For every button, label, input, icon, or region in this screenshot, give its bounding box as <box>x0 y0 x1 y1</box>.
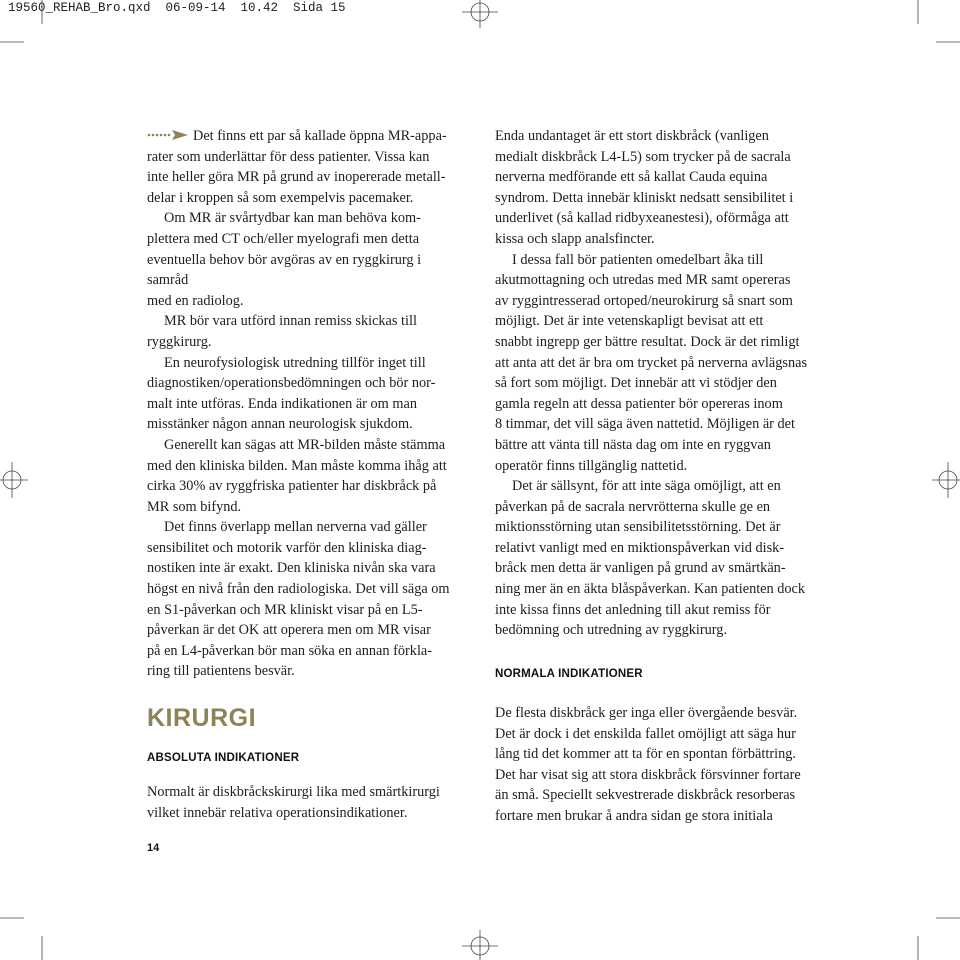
text-line: vilket innebär relativa operationsindikationer. <box>147 804 408 821</box>
text-line: med en radiolog. <box>147 292 244 309</box>
text-line: på en L4-påverkan bör man söka en annan förkla- <box>147 642 433 659</box>
paragraph-neurofysiologi <box>147 353 463 435</box>
text-line: att anta att det är bra om trycket på nerverna avlägsnas <box>495 354 808 371</box>
normal-indications-heading: NORMALA INDIKATIONER <box>495 668 643 680</box>
right-column-text <box>495 126 813 641</box>
text-line: delar i kroppen så som exempelvis pacemaker. <box>147 189 414 206</box>
text-line: MR bör vara utförd innan remiss skickas till <box>164 313 417 330</box>
text-line: diagnostiken/operationsbedömningen och bör nor- <box>147 375 436 392</box>
paragraph-flesta-diskbrack <box>495 703 813 827</box>
text-line: ning mer än en äkta blåspåverkan. Kan patienten dock <box>495 581 806 598</box>
text-line: ryggkirurg. <box>147 333 212 350</box>
print-slug-line: 19560_REHAB_Bro.qxd 06-09-14 10.42 Sida 15 <box>8 1 346 15</box>
dotted-arrow-icon <box>147 129 189 141</box>
text-line: Enda undantaget är ett stort diskbråck (vanligen <box>495 128 769 144</box>
text-line: inte kissa finns det anledning till akut remiss för <box>495 601 771 618</box>
text-line: fortare men brukar å andra sidan ge stora initiala <box>495 807 773 824</box>
text-line: medialt diskbråck L4-L5) som trycker på de sacrala <box>495 148 791 165</box>
text-line: eventuella behov bör avgöras av en ryggkirurg i samråd <box>147 251 422 289</box>
text-line: än små. Speciellt sekvestrerade diskbråck resorberas <box>495 787 796 804</box>
paragraph-miktion <box>495 476 813 641</box>
text-line: sensibilitet och motorik varför den kliniska diag- <box>147 539 427 556</box>
text-line: lång tid det kommer att ta för en spontan förbättring. <box>495 746 796 763</box>
text-line: misstänker någon annan neurologisk sjukdom. <box>147 416 413 433</box>
text-line: plettera med CT och/eller myelografi men detta <box>147 230 420 247</box>
text-line: gamla regeln att dessa patienter bör opereras inom <box>495 395 783 412</box>
text-line: malt inte utföras. Enda indikationen är om man <box>147 395 417 412</box>
text-line: syndrom. Detta innebär kliniskt nedsatt sensibilitet i <box>495 189 794 206</box>
text-line: Det är sällsynt, för att inte säga omöjligt, att en <box>512 478 781 495</box>
text-line: påverkan är det OK att operera men om MR visar <box>147 622 431 639</box>
absolute-indications-heading: ABSOLUTA INDIKATIONER <box>147 752 300 764</box>
text-line: 8 timmar, det vill säga även nattetid. Möjligen är det <box>495 416 795 433</box>
text-line: akutmottagning och utredas med MR samt opereras <box>495 272 791 289</box>
text-line: Det finns ett par så kallade öppna MR-appa- <box>193 128 447 144</box>
text-line: snabbt ingrepp ger bättre resultat. Dock är det rimligt <box>495 333 800 350</box>
text-line: kissa och slapp analsfincter. <box>495 230 655 247</box>
text-line: relativt vanligt med en miktionspåverkan vid disk- <box>495 539 785 556</box>
text-line: bråck men detta är vanligen på grund av smärtkän- <box>495 560 786 577</box>
text-line: miktionsstörning utan sensibilitetsstörning. Det är <box>495 519 781 536</box>
text-line: De flesta diskbråck ger inga eller övergående besvär. <box>495 705 798 721</box>
text-line: rater som underlättar för dess patienter. Vissa kan <box>147 148 430 165</box>
section-title: KIRURGI <box>147 704 257 732</box>
page-number: 14 <box>147 842 160 854</box>
text-line: så fort som möjligt. Det innebär att vi stödjer den <box>495 375 777 392</box>
text-line: cirka 30% av ryggfriska patienter har diskbråck på <box>147 478 437 495</box>
absolute-indications-text <box>147 782 463 823</box>
text-line: En neurofysiologisk utredning tillför inget till <box>164 354 426 371</box>
text-line: Generellt kan sägas att MR-bilden måste stämma <box>164 436 446 453</box>
text-line: underlivet (så kallad ridbyxeanestesi), oförmåga att <box>495 210 789 227</box>
text-line: en S1-påverkan och MR kliniskt visar på en L5- <box>147 601 423 618</box>
paragraph-open-mr <box>147 126 463 208</box>
text-line: möjligt. Det är inte vetenskapligt bevisat att ett <box>495 313 764 330</box>
text-line: ring till patientens besvär. <box>147 663 295 680</box>
text-line: operatör finns tillgänglig nattetid. <box>495 457 688 474</box>
text-line: Det har visat sig att stora diskbråck försvinner fortare <box>495 766 801 783</box>
paragraph-smartkirurgi <box>147 782 463 823</box>
left-column-text <box>147 126 463 682</box>
text-line: bättre att vänta till nästa dag om inte en ryggvan <box>495 436 771 453</box>
normal-indications-text <box>495 703 813 827</box>
text-line: Det är dock i det enskilda fallet omöjligt att säga hur <box>495 725 796 742</box>
paragraph-akutmottagning <box>495 250 813 477</box>
text-line: påverkan på de sacrala nervrötterna skulle ge en <box>495 498 771 515</box>
text-line: inte heller göra MR på grund av inopererade metall- <box>147 169 446 186</box>
text-line: med den kliniska bilden. Man måste komma ihåg att <box>147 457 447 474</box>
text-line: Om MR är svårtydbar kan man behöva kom- <box>164 210 421 227</box>
text-line: bedömning och utredning av ryggkirurg. <box>495 622 728 639</box>
text-line: Det finns överlapp mellan nerverna vad gäller <box>164 519 427 536</box>
text-line: nerverna medförande ett så kallat Cauda equina <box>495 169 768 186</box>
paragraph-ct-myelografi <box>147 208 463 311</box>
text-line: Normalt är diskbråckskirurgi lika med smärtkirurgi <box>147 784 440 800</box>
text-line: nostiken inte är exakt. Den kliniska nivån ska vara <box>147 560 436 577</box>
paragraph-cauda-equina <box>495 126 813 250</box>
text-line: av ryggintresserad ortoped/neurokirurg så snart som <box>495 292 793 309</box>
paragraph-mr-bild <box>147 435 463 517</box>
paragraph-mr-remiss <box>147 311 463 352</box>
text-line: MR som bifynd. <box>147 498 242 515</box>
text-line: I dessa fall bör patienten omedelbart åka till <box>512 251 764 268</box>
text-line: högst en nivå från den radiologiska. Det vill säga om <box>147 581 450 598</box>
paragraph-overlapp <box>147 517 463 682</box>
